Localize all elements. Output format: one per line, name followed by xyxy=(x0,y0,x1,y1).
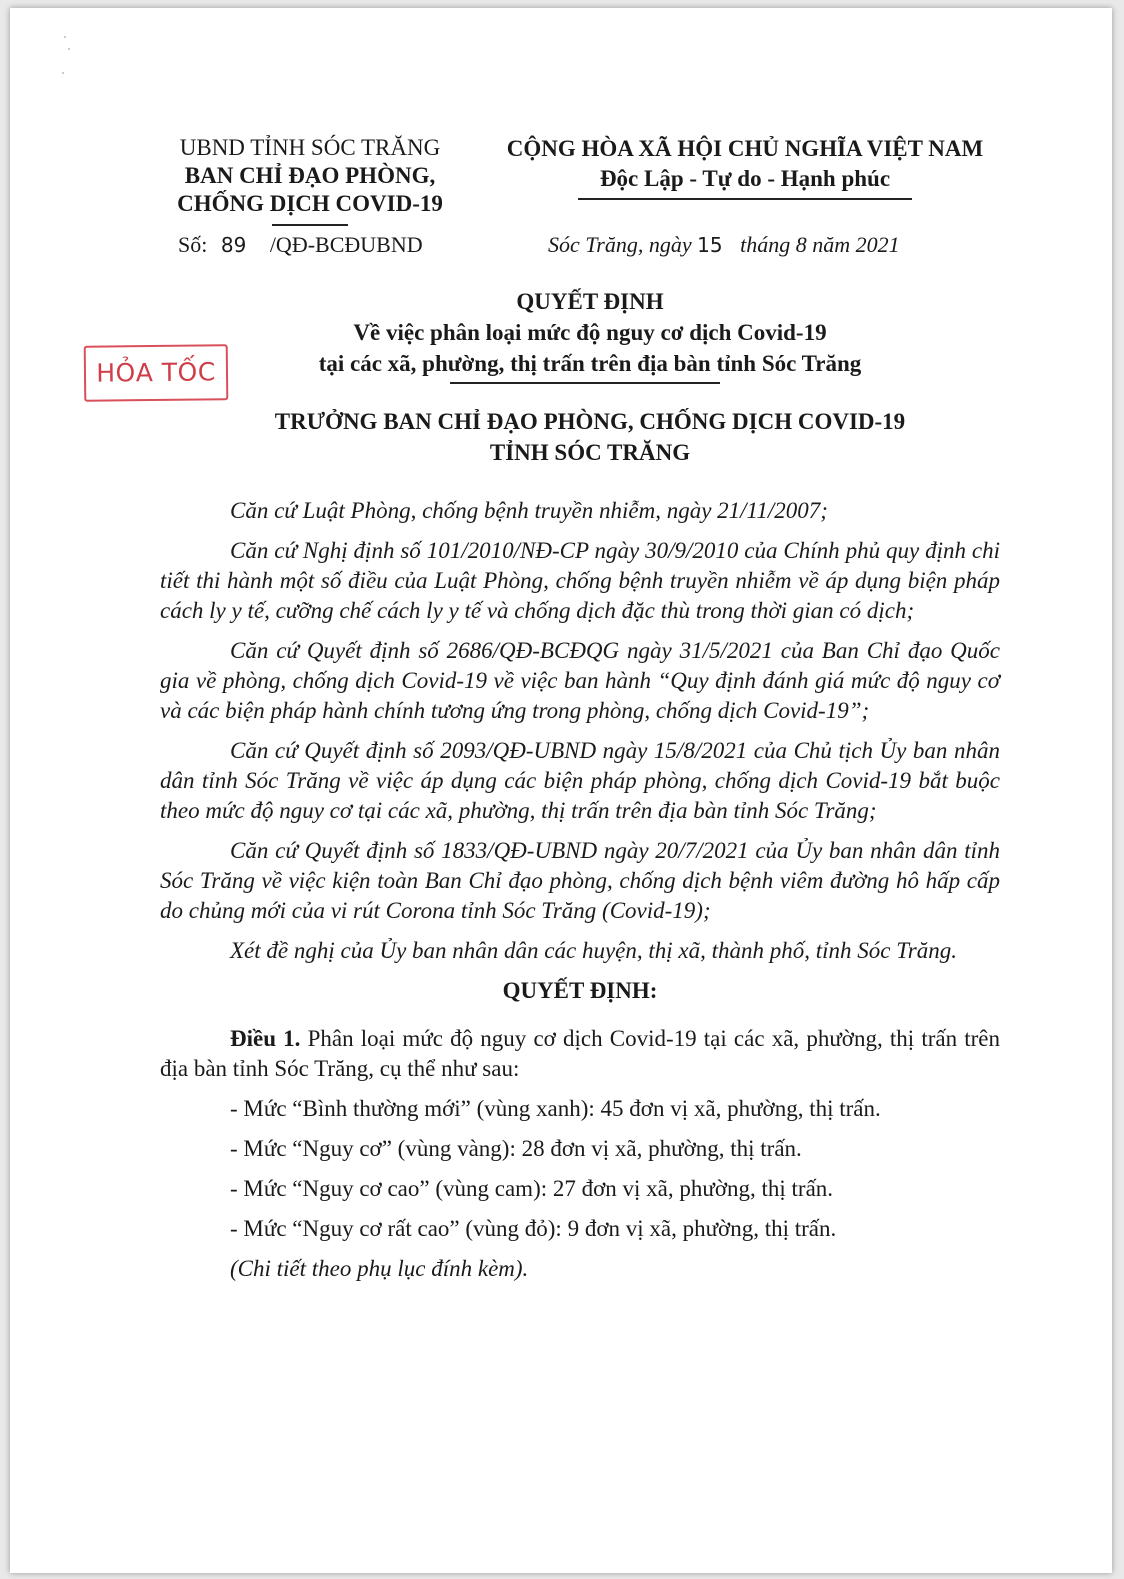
title-line-1: QUYẾT ĐỊNH xyxy=(516,289,664,314)
preamble-paragraph: Căn cứ Luật Phòng, chống bệnh truyền nhiễm, ngày 21/11/2007; xyxy=(230,498,828,523)
document-page xyxy=(10,8,1112,1573)
national-motto: Độc Lập - Tự do - Hạnh phúc xyxy=(599,166,891,191)
preamble-paragraph: Căn cứ Quyết định số 2686/QĐ-BCĐQG ngày 31/5/2021 của Ban Chỉ đạo Quốc gia về phòng, chống dịch Covid-19 về việc ban hành “Quy định đánh giá mức độ nguy cơ và các biện pháp hành chính tương ứng trong phòng, chống dịch Covid-19”; xyxy=(160,638,1000,723)
risk-level-item: - Mức “Nguy cơ” (vùng vàng): 28 đơn vị xã, phường, thị trấn. xyxy=(230,1136,802,1161)
preamble-paragraph: Căn cứ Quyết định số 2093/QĐ-UBND ngày 15/8/2021 của Chủ tịch Ủy ban nhân dân tỉnh Sóc Trăng về việc áp dụng các biện pháp phòng, chống dịch Covid-19 bắt buộc theo mức độ nguy cơ tại các xã, phường, thị trấn trên địa bàn tỉnh Sóc Trăng; xyxy=(160,738,1000,823)
decision-title xyxy=(160,286,1020,379)
urgent-stamp: HỎA TỐC xyxy=(84,344,229,402)
risk-level-item: - Mức “Nguy cơ rất cao” (vùng đỏ): 9 đơn vị xã, phường, thị trấn. xyxy=(230,1216,837,1241)
agency-line-1: UBND TỈNH SÓC TRĂNG xyxy=(179,135,441,160)
agency-line-2: BAN CHỈ ĐẠO PHÒNG, xyxy=(184,163,436,188)
preamble-paragraph: Căn cứ Quyết định số 1833/QĐ-UBND ngày 20/7/2021 của Ủy ban nhân dân tỉnh Sóc Trăng về việc kiện toàn Ban Chỉ đạo phòng, chống dịch bệnh viêm đường hô hấp cấp do chủng mới của vi rút Corona tỉnh Sóc Trăng (Covid-19); xyxy=(160,838,1000,923)
date-prefix: Sóc Trăng, ngày xyxy=(548,232,692,257)
title-line-2: Về việc phân loại mức độ nguy cơ dịch Covid-19 xyxy=(353,320,827,345)
document-body xyxy=(160,496,1000,1284)
decision-heading: QUYẾT ĐỊNH: xyxy=(502,978,658,1003)
number-suffix: /QĐ-BCĐUBND xyxy=(269,232,423,257)
article-1-text: Phân loại mức độ nguy cơ dịch Covid-19 tại các xã, phường, thị trấn trên địa bàn tỉnh Sóc Trăng, cụ thể như sau: xyxy=(160,1026,1000,1081)
preamble-paragraph: Căn cứ Nghị định số 101/2010/NĐ-CP ngày 30/9/2010 của Chính phủ quy định chi tiết thi hành một số điều của Luật Phòng, chống bệnh truyền nhiễm về áp dụng biện pháp cách ly y tế, cưỡng chế cách ly y tế và chống dịch đặc thù trong thời gian có dịch; xyxy=(160,538,1000,623)
motto-underline xyxy=(578,198,912,200)
risk-level-item: - Mức “Nguy cơ cao” (vùng cam): 27 đơn vị xã, phường, thị trấn. xyxy=(230,1176,834,1201)
article-1 xyxy=(160,1024,1000,1084)
national-title xyxy=(480,134,1010,194)
preamble-paragraph: Xét đề nghị của Ủy ban nhân dân các huyện, thị xã, thành phố, tỉnh Sóc Trăng. xyxy=(230,938,957,963)
title-underline xyxy=(450,382,720,384)
scan-speck xyxy=(64,36,66,38)
issuing-authority xyxy=(160,406,1020,468)
document-number xyxy=(178,232,423,258)
national-name: CỘNG HÒA XÃ HỘI CHỦ NGHĨA VIỆT NAM xyxy=(506,136,984,161)
scan-speck xyxy=(68,48,70,50)
scan-speck xyxy=(62,72,64,74)
number-prefix: Số: xyxy=(178,232,208,257)
agency-underline xyxy=(272,224,348,226)
title-line-3: tại các xã, phường, thị trấn trên địa bàn tỉnh Sóc Trăng xyxy=(318,351,862,376)
risk-level-item: - Mức “Bình thường mới” (vùng xanh): 45 đơn vị xã, phường, thị trấn. xyxy=(230,1096,881,1121)
number-value: 89 xyxy=(220,233,247,257)
authority-line-1: TRƯỞNG BAN CHỈ ĐẠO PHÒNG, CHỐNG DỊCH COVID-19 xyxy=(274,409,906,434)
appendix-note: (Chi tiết theo phụ lục đính kèm). xyxy=(230,1256,529,1281)
authority-line-2: TỈNH SÓC TRĂNG xyxy=(489,440,691,465)
date-suffix: tháng 8 năm 2021 xyxy=(740,232,900,257)
date-day: 15 xyxy=(697,233,723,257)
agency-line-3: CHỐNG DỊCH COVID-19 xyxy=(177,191,443,216)
issuing-agency xyxy=(160,134,460,218)
article-1-label: Điều 1. xyxy=(230,1026,301,1051)
document-date xyxy=(548,232,900,258)
